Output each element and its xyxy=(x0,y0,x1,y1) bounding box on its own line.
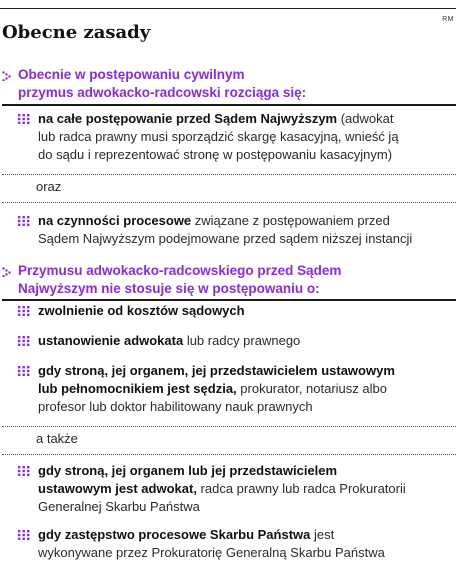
list-item-text: gdy stroną, jej organem, jej przedstawicielem ustawowym lub pełnomocnikiem jest sędzia, prokurator, notariusz albo profesor lub doktor habilitowany nauk prawnych xyxy=(38,363,395,414)
dotted-arrow-icon xyxy=(2,267,12,277)
section-heading-2 xyxy=(2,262,458,298)
list-item xyxy=(18,462,458,516)
source-badge: RM xyxy=(442,16,454,23)
conjunction-text: oraz xyxy=(36,179,62,194)
dotted-divider xyxy=(2,174,456,175)
section-2-rule xyxy=(2,299,456,301)
conjunction-text: a także xyxy=(36,431,78,446)
list-item xyxy=(18,332,458,350)
dotted-divider xyxy=(2,426,456,427)
list-item xyxy=(18,302,458,320)
dotted-divider xyxy=(2,454,456,455)
dot-grid-icon xyxy=(18,306,30,316)
list-item xyxy=(18,110,458,164)
page-title: Obecne zasady xyxy=(2,22,151,43)
section-heading-2-line1: Przymusu adwokacko-radcowskiego przed Sądem xyxy=(18,263,342,278)
dot-grid-icon xyxy=(18,336,30,346)
dot-grid-icon xyxy=(18,216,30,226)
list-item xyxy=(18,526,458,562)
dot-grid-icon xyxy=(18,366,30,376)
list-item-text: zwolnienie od kosztów sądowych xyxy=(38,303,245,318)
top-rule xyxy=(0,8,456,9)
dotted-arrow-icon xyxy=(2,71,12,81)
dotted-divider xyxy=(2,202,456,203)
list-item-text: gdy stroną, jej organem lub jej przedstawicielem ustawowym jest adwokat, radca prawny lub radca Prokuratorii Generalnej Skarbu Państwa xyxy=(38,463,406,514)
list-item xyxy=(18,362,458,416)
dot-grid-icon xyxy=(18,466,30,476)
list-item-text: na czynności procesowe związane z postępowaniem przed Sądem Najwyższym podejmowane przed sądem niższej instancji xyxy=(38,213,413,246)
list-item-text: na całe postępowanie przed Sądem Najwyższym (adwokat lub radca prawny musi sporządzić skargę kasacyjną, wnieść ją do sądu i reprezentować stronę w postępowaniu kasacyjnym) xyxy=(38,111,399,162)
section-heading-1 xyxy=(2,66,458,102)
list-item-text: gdy zastępstwo procesowe Skarbu Państwa jest wykonywane przez Prokuratorię Generalną Skarbu Państwa xyxy=(38,527,385,560)
section-1-rule xyxy=(2,104,456,106)
dot-grid-icon xyxy=(18,114,30,124)
dot-grid-icon xyxy=(18,530,30,540)
section-heading-1-line1: Obecnie w postępowaniu cywilnym xyxy=(18,67,245,82)
section-heading-1-line2: przymus adwokacko-radcowski rozciąga się: xyxy=(18,85,307,100)
list-item-text: ustanowienie adwokata lub radcy prawnego xyxy=(38,333,301,348)
section-heading-2-line2: Najwyższym nie stosuje się w postępowaniu o: xyxy=(18,281,320,296)
list-item xyxy=(18,212,458,248)
